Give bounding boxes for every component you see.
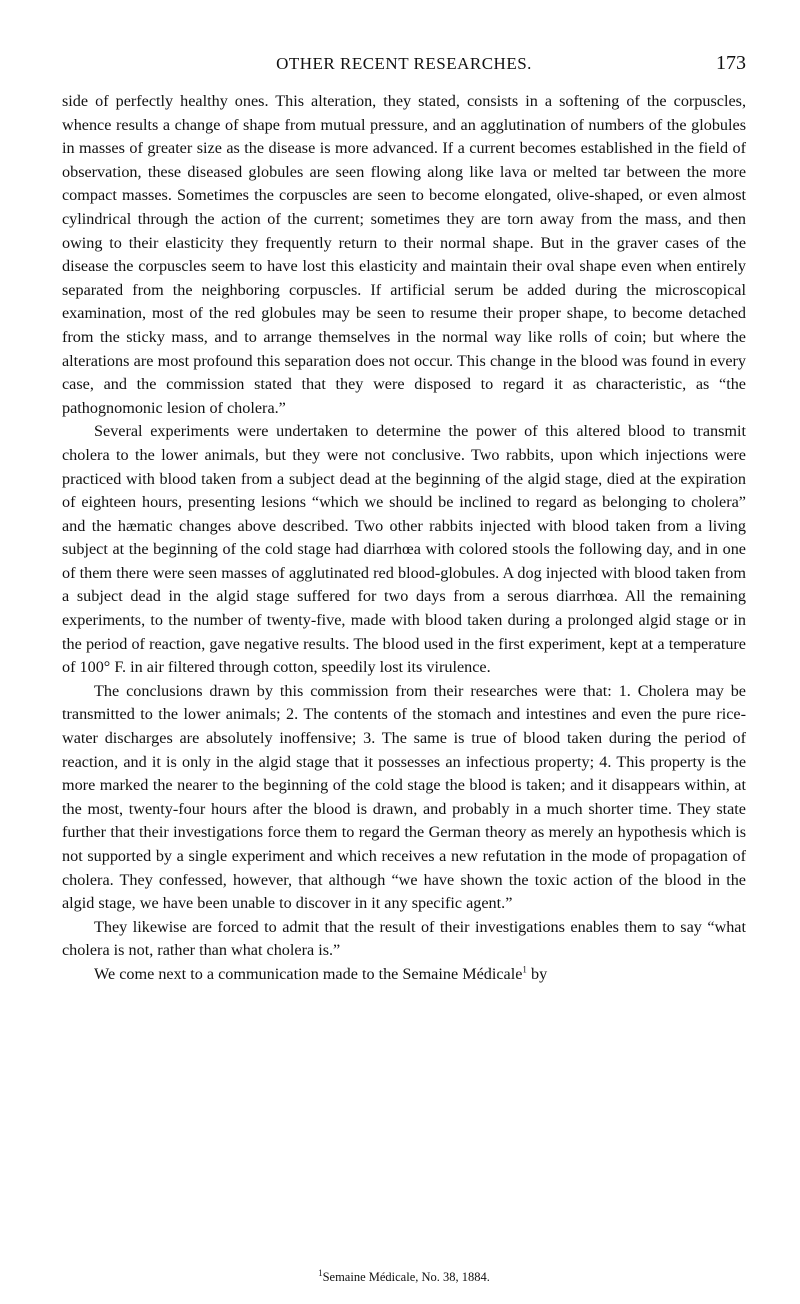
paragraph-with-footnote-ref (62, 963, 746, 987)
paragraph: They likewise are forced to admit that the result of their investigations enables them to say “what cholera is not, rather than what cholera is.” (62, 917, 746, 960)
footnote (62, 1269, 746, 1285)
running-head: OTHER RECENT RESEARCHES. (276, 54, 532, 73)
page-number: 173 (716, 52, 746, 74)
footnote-marker: 1 (318, 1267, 323, 1278)
paragraph-text: We come next to a communication made to the Semaine Médicale (94, 964, 523, 983)
body-text (62, 90, 746, 987)
paragraph: side of perfectly healthy ones. This alteration, they stated, consists in a softening of the corpuscles, whence results a change of shape from mutual pressure, and an agglutination of numbers of the globules in masses of greater size as the disease is more advanced. If a current becomes established in the field of observation, these diseased globules are seen flowing along like lava or melted tar between the more compact masses. Sometimes the corpuscles are seen to become elongated, olive-shaped, or even almost cylindrical through the action of the current; sometimes they are torn away from the mass, and then owing to their elasticity they frequently return to their normal shape. But in the graver cases of the disease the corpuscles seem to have lost this elasticity and maintain their oval shape even when entirely separated from the neighboring corpuscles. If artificial serum be added during the microscopical examination, most of the red globules may be seen to resume their proper shape, to become detached from the sticky mass, and to arrange themselves in the normal way like rolls of coin; but where the alterations are most profound this separation does not occur. This change in the blood was found in every case, and the commission stated that they were disposed to regard it as characteristic, as “the pathognomonic lesion of cholera.” (62, 92, 746, 417)
page-header (62, 52, 746, 82)
footnote-reference[interactable]: 1 (522, 964, 527, 975)
footnote-text: Semaine Médicale, No. 38, 1884. (322, 1270, 490, 1284)
paragraph: The conclusions drawn by this commission from their researches were that: 1. Cholera may be transmitted to the lower animals; 2. The contents of the stomach and intestines and even the pure rice-water discharges are absolutely inoffensive; 3. The same is true of blood taken during the period of reaction, and it is only in the algid stage that it possesses an infectious property; 4. This property is the more marked the nearer to the beginning of the cold stage the blood is taken; and it disappears within, at the most, twenty-four hours after the blood is drawn, and probably in a much shorter time. They state further that their investigations force them to regard the German theory as merely an hypothesis which is not supported by a single experiment and which receives a new refutation in the mode of propagation of cholera. They confessed, however, that although “we have shown the toxic action of the blood in the algid stage, we have been unable to discover in it any specific agent.” (62, 681, 746, 913)
paragraph: Several experiments were undertaken to determine the power of this altered blood to transmit cholera to the lower animals, but they were not conclusive. Two rabbits, upon which injections were practiced with blood taken from a subject dead at the beginning of the algid stage, died at the expiration of eighteen hours, presenting lesions “which we should be inclined to regard as belonging to cholera” and the hæmatic changes above described. Two other rabbits injected with blood taken from a living subject at the beginning of the cold stage had diarrhœa with colored stools the following day, and in one of them there were seen masses of agglutinated red blood-globules. A dog injected with blood taken from a subject dead in the algid stage suffered for two days from a serous diarrhœa. All the remaining experiments, to the number of twenty-five, made with blood taken during a prolonged algid stage or in the period of reaction, gave negative results. The blood used in the first experiment, kept at a temperature of 100° F. in air filtered through cotton, speedily lost its virulence. (62, 422, 746, 677)
paragraph-tail: by (526, 964, 548, 983)
